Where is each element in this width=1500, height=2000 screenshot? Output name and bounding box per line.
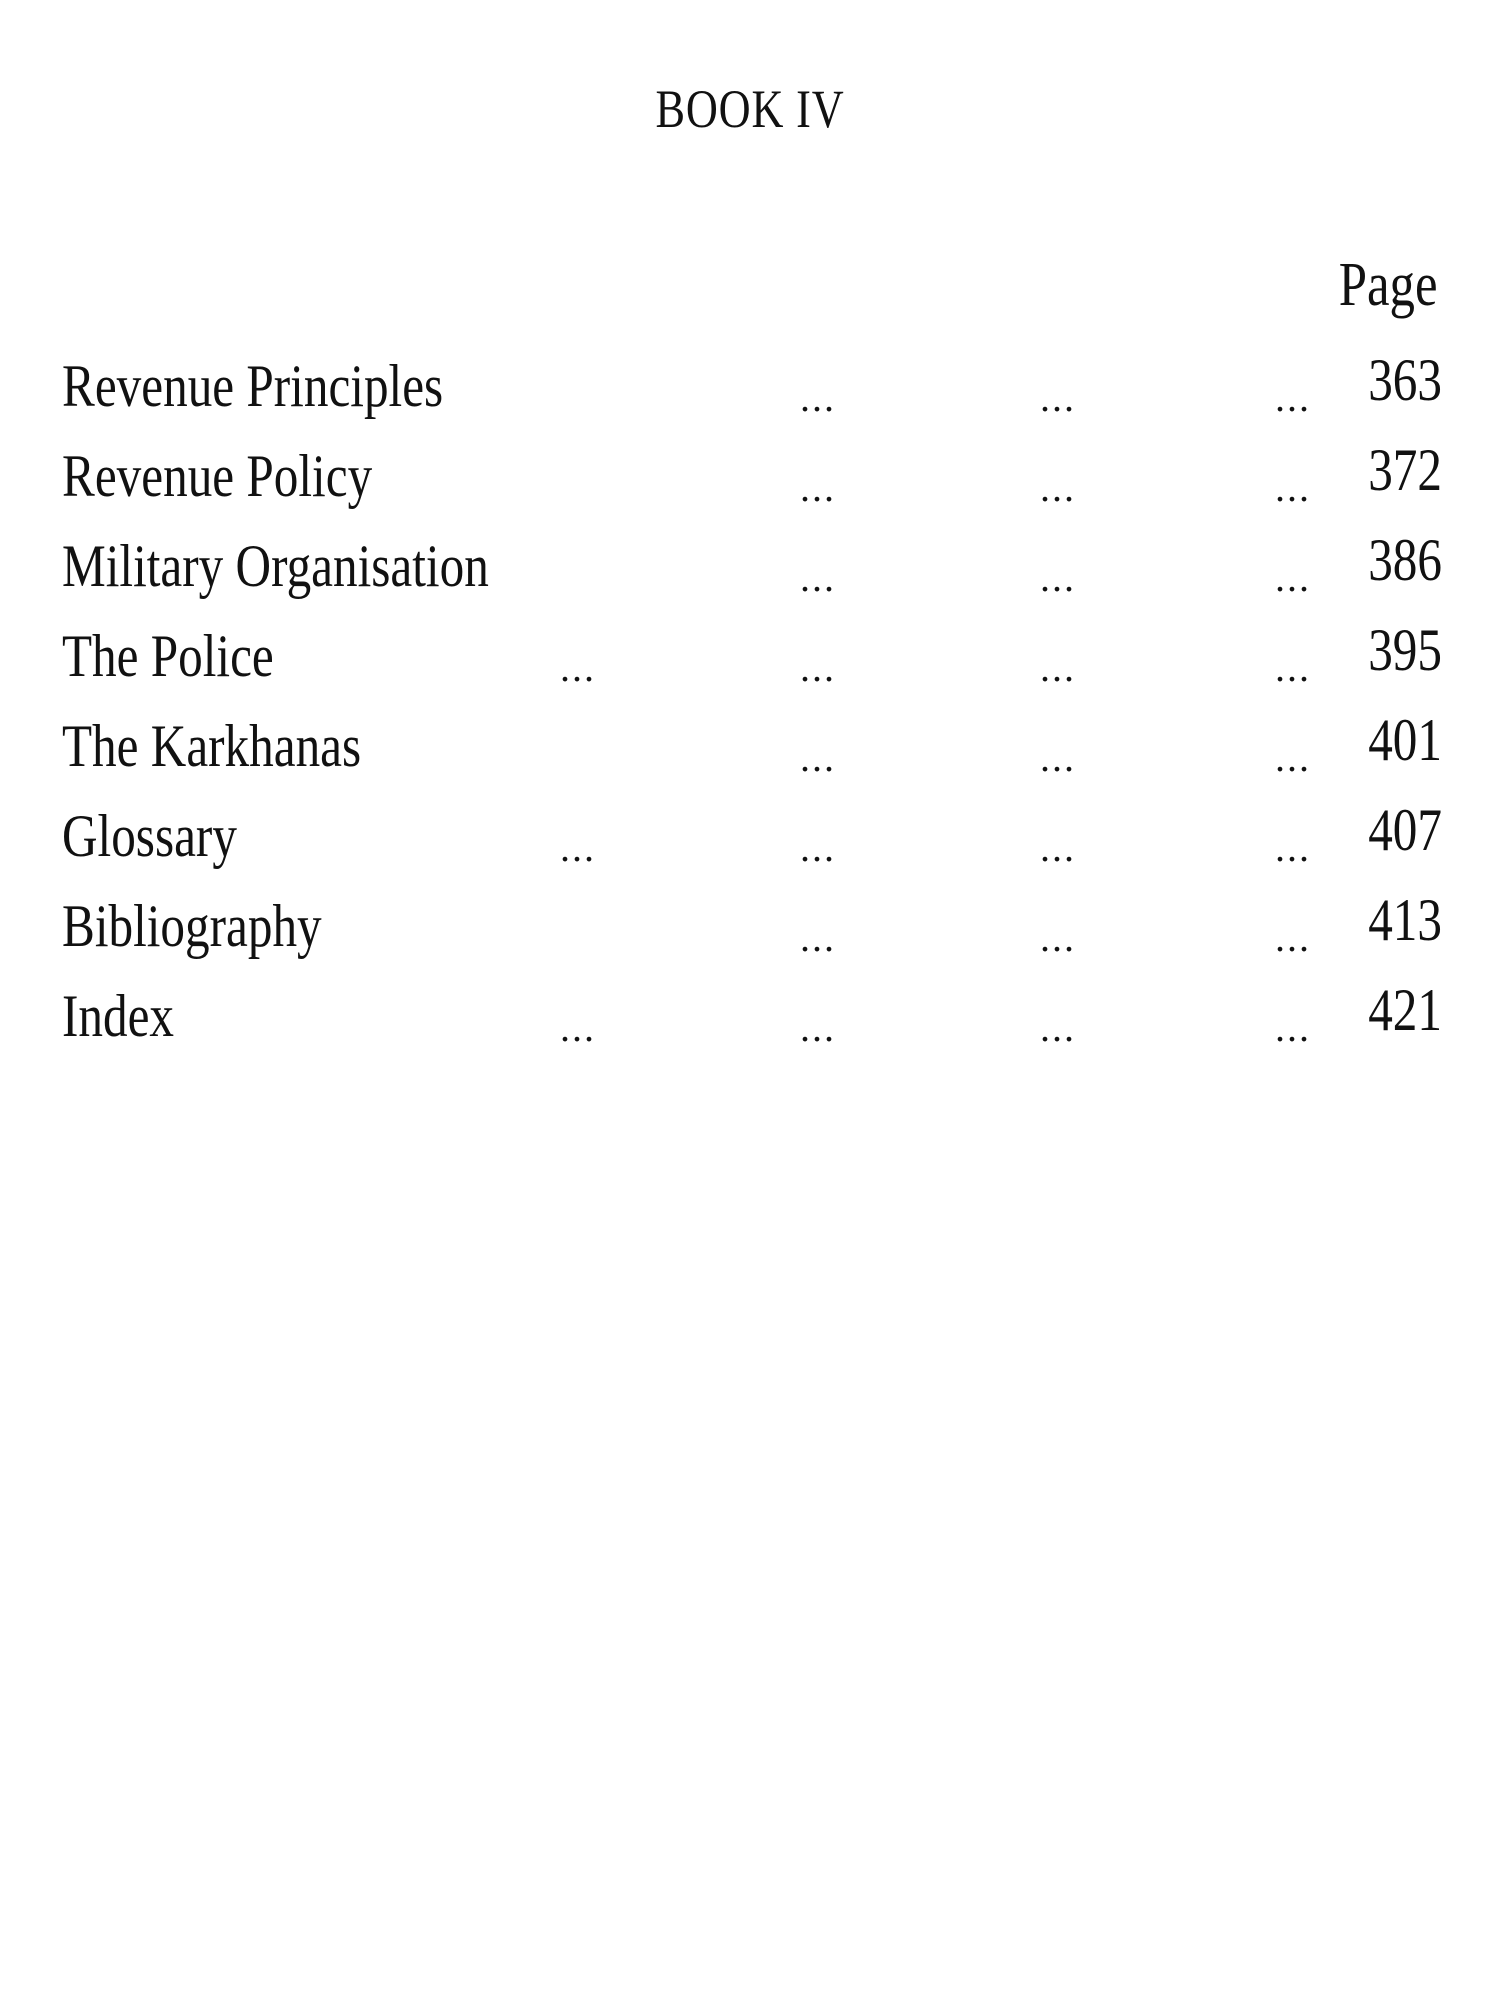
- toc-entry-title: The Police: [62, 623, 274, 689]
- toc-entry: [0, 527, 1500, 622]
- toc-entry: [0, 977, 1500, 1072]
- toc-entry-title: Glossary: [62, 803, 237, 869]
- dot-leader: ...: [1040, 735, 1076, 780]
- dot-leader: ...: [800, 915, 836, 960]
- dot-leader: ...: [1275, 465, 1311, 510]
- toc-entry: [0, 347, 1500, 442]
- toc-entry-title: Revenue Principles: [62, 353, 444, 419]
- toc-entry-title: Bibliography: [62, 893, 322, 959]
- dot-leader: ...: [1040, 915, 1076, 960]
- book-title: BOOK IV: [655, 79, 845, 139]
- dot-leader: ...: [1040, 555, 1076, 600]
- dot-leader: ...: [1275, 555, 1311, 600]
- toc-entry-page-number: 363: [1368, 347, 1442, 413]
- toc-entry-title: Military Organisation: [62, 533, 489, 599]
- dot-leader: ...: [1275, 735, 1311, 780]
- toc-entry-page-number: 413: [1368, 887, 1442, 953]
- dot-leader: ...: [800, 645, 836, 690]
- dot-leader: ...: [1275, 915, 1311, 960]
- toc-entry: [0, 707, 1500, 802]
- dot-leader: ...: [1275, 645, 1311, 690]
- toc-entry: [0, 617, 1500, 712]
- toc-entry-page-number: 372: [1368, 437, 1442, 503]
- dot-leader: ...: [800, 465, 836, 510]
- dot-leader: ...: [1275, 825, 1311, 870]
- toc-entry-page-number: 386: [1368, 527, 1442, 593]
- dot-leader: ...: [800, 1005, 836, 1050]
- dot-leader: ...: [1040, 645, 1076, 690]
- dot-leader: ...: [800, 375, 836, 420]
- dot-leader: ...: [1275, 1005, 1311, 1050]
- dot-leader: ...: [560, 1005, 596, 1050]
- dot-leader: ...: [800, 825, 836, 870]
- toc-entry: [0, 437, 1500, 532]
- dot-leader: ...: [800, 735, 836, 780]
- toc-entry-title: The Karkhanas: [62, 713, 362, 779]
- toc-entry-page-number: 421: [1368, 977, 1442, 1043]
- dot-leader: ...: [1040, 465, 1076, 510]
- toc-entry: [0, 887, 1500, 982]
- dot-leader: ...: [1040, 375, 1076, 420]
- dot-leader: ...: [1040, 825, 1076, 870]
- toc-entry-page-number: 401: [1368, 707, 1442, 773]
- toc-entry-title: Index: [62, 983, 175, 1049]
- page-column-header: Page: [1339, 251, 1438, 319]
- dot-leader: ...: [800, 555, 836, 600]
- toc-entry-page-number: 407: [1368, 797, 1442, 863]
- dot-leader: ...: [560, 825, 596, 870]
- dot-leader: ...: [1040, 1005, 1076, 1050]
- dot-leader: ...: [1275, 375, 1311, 420]
- toc-entry-title: Revenue Policy: [62, 443, 373, 509]
- toc-entry-page-number: 395: [1368, 617, 1442, 683]
- toc-entry: [0, 797, 1500, 892]
- dot-leader: ...: [560, 645, 596, 690]
